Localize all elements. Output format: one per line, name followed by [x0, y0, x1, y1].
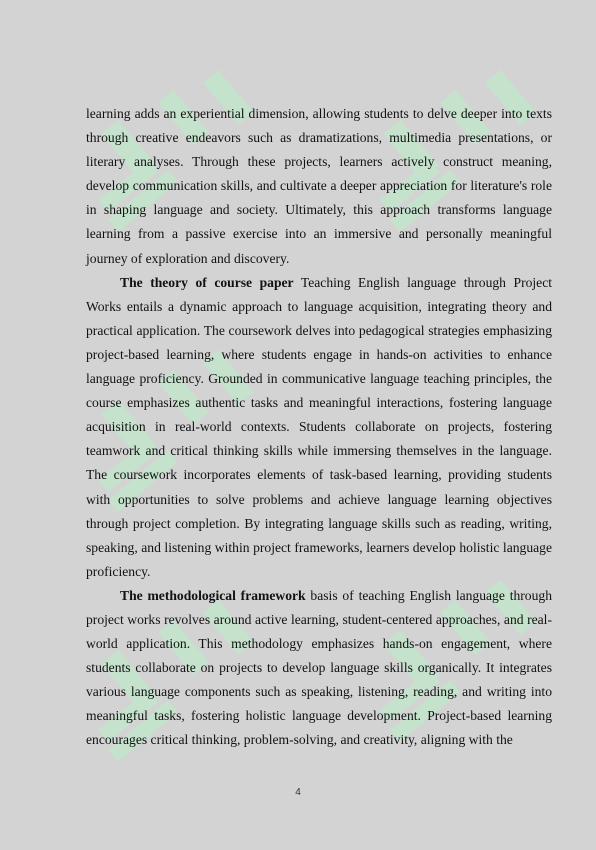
- paragraph-text: learning adds an experiential dimension, allowing students to delve deeper into texts through creative endeavors such as dramatizations, multimedia presentations, or literary analyses. Through these projects, learners actively construct meaning, develop communication skills, and cultivate a deeper appreciation for literature's role in shaping language and society. Ultimately, this approach transforms language learning from a passive exercise into an immersive and personally meaningful journey of exploration and discovery.: [86, 106, 552, 266]
- paragraph-text: basis of teaching English language through project works revolves around active learning, student-centered approaches, and real-world application. This methodology emphasizes hands-on engagement, where students collaborate on projects to develop language skills organically. It integrates various language components such as speaking, listening, reading, and writing into meaningful tasks, fostering holistic language development. Project-based learning encourages critical thinking, problem-solving, and creativity, aligning with the: [86, 587, 552, 748]
- paragraph-methodology: [86, 584, 552, 753]
- paragraph-text: Teaching English language through Project Works entails a dynamic approach to language acquisition, integrating theory and practical application. The coursework delves into pedagogical strategies emphasizing project-based learning, where students engage in hands-on activities to enhance language proficiency. Grounded in communicative language teaching principles, the course emphasizes authentic tasks and meaningful interactions, fostering language acquisition in real-world contexts. Students collaborate on projects, fostering teamwork and critical thinking skills while immersing themselves in the language. The coursework incorporates elements of task-based learning, providing students with opportunities to solve problems and achieve language learning objectives through project completion. By integrating language skills such as reading, writing, speaking, and listening within project frameworks, learners develop holistic language proficiency.: [86, 274, 553, 579]
- paragraph-continuation: [86, 102, 552, 271]
- paragraph-theory: [86, 271, 552, 584]
- page-number: 4: [295, 787, 301, 798]
- paragraph-lead: The theory of course paper: [120, 274, 294, 290]
- paragraph-lead: The methodological framework: [120, 587, 306, 603]
- body-text: [86, 102, 552, 753]
